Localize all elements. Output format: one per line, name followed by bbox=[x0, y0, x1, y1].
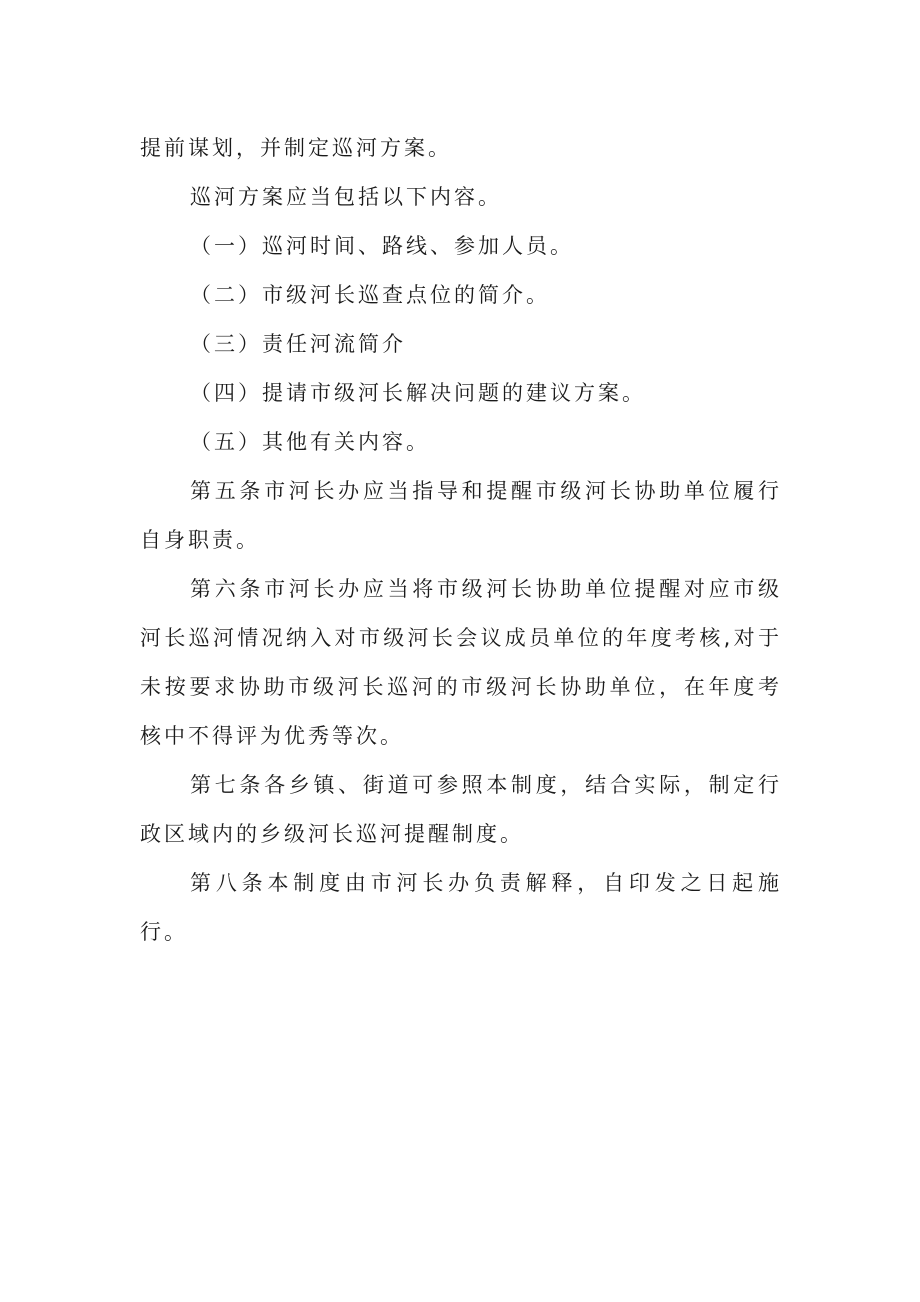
paragraph-continuation: 提前谋划，并制定巡河方案。 bbox=[140, 136, 452, 160]
list-item-2: （二）市级河长巡查点位的简介。 bbox=[190, 283, 550, 307]
article-8: 第八条本制度由市河长办负责解释，自印发之日起施行。 bbox=[140, 871, 782, 944]
list-item-4: （四）提请市级河长解决问题的建议方案。 bbox=[190, 381, 646, 405]
list-item-5: （五）其他有关内容。 bbox=[190, 430, 430, 454]
paragraph-plan-contents: 巡河方案应当包括以下内容。 bbox=[190, 185, 502, 209]
article-6: 第六条市河长办应当将市级河长协助单位提醒对应市级河长巡河情况纳入对市级河长会议成员单位的年度考核,对于未按要求协助市级河长巡河的市级河长协助单位，在年度考核中不得评为优秀等次。 bbox=[140, 577, 782, 748]
article-5: 第五条市河长办应当指导和提醒市级河长协助单位履行自身职责。 bbox=[140, 479, 782, 552]
document-body bbox=[140, 124, 782, 957]
article-7: 第七条各乡镇、街道可参照本制度，结合实际，制定行政区域内的乡级河长巡河提醒制度。 bbox=[140, 773, 782, 846]
list-item-1: （一）巡河时间、路线、参加人员。 bbox=[190, 234, 574, 258]
list-item-3: （三）责任河流简介 bbox=[190, 332, 406, 356]
